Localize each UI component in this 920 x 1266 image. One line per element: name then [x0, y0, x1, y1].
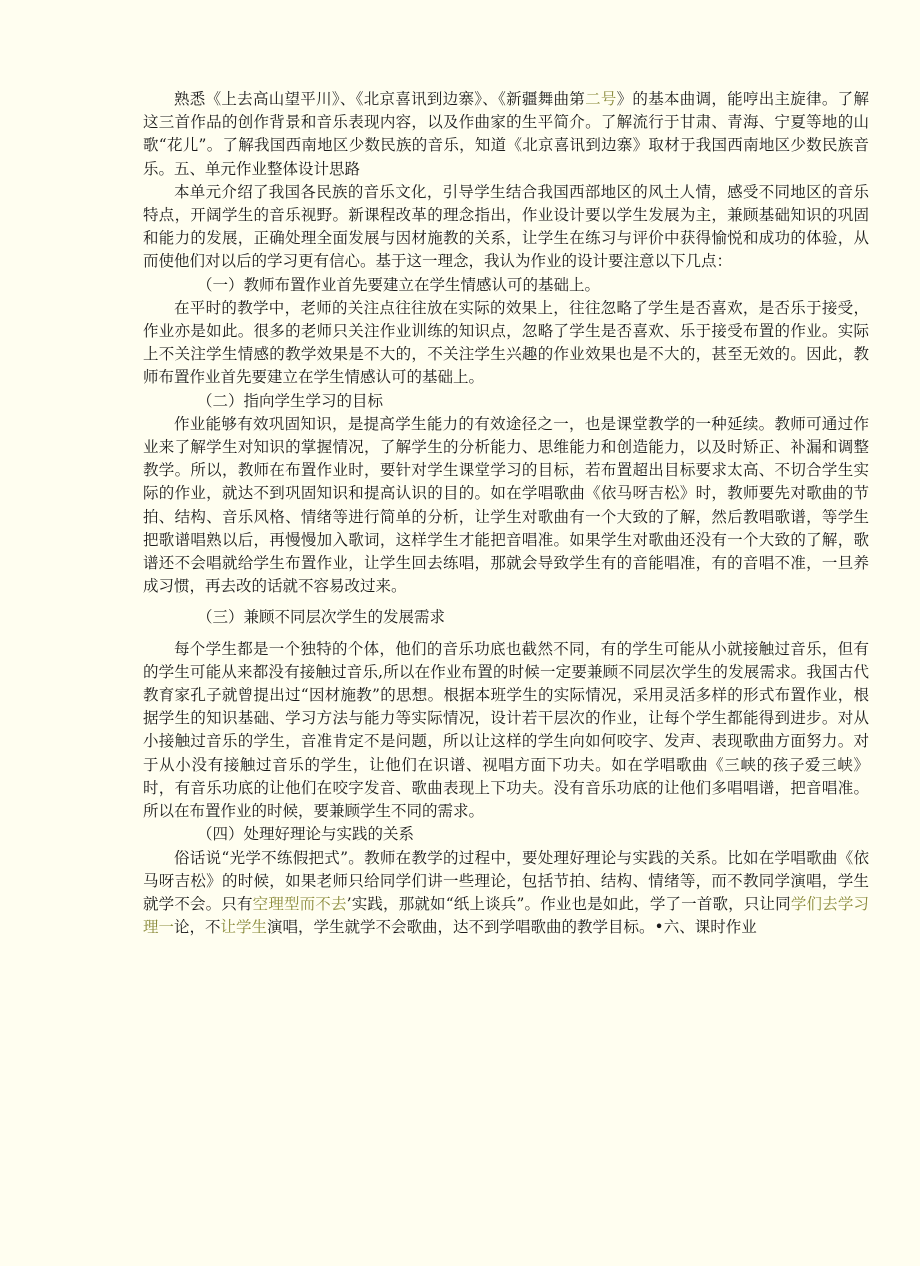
- document-page: [143, 88, 869, 939]
- text-run: 》的基本曲调，能哼出主旋律。了解这三首作品的创作背景和音乐表现内容，以及作曲家的生平简介。了解流行于甘肃、青海、宁夏等地的山歌“花儿”。了解我国西南地区少数民族的音乐，知道《北京喜讯到边寨》取材于我国西南地区少数民族音乐。五、单元作业整体设计思路: [143, 90, 869, 178]
- section-heading-3: （三）兼顾不同层次学生的发展需求: [197, 608, 446, 627]
- section-heading-4: （四）处理好理论与实践的关系: [197, 825, 415, 844]
- highlighted-text: 让学生: [220, 918, 268, 937]
- paragraph-design-ideas: 本单元介绍了我国各民族的音乐文化，引导学生结合我国西部地区的风土人情，感受不同地区的音乐特点，开阔学生的音乐视野。新课程改革的理念指出，作业设计要以学生发展为主，兼顾基础知识的巩固和能力的发展，正确处理全面发展与因材施教的关系，让学生在练习与评价中获得愉悦和成功的体验，从而使他们对以后的学习更有信心。基于这一理念，我认为作业的设计要注意以下几点：: [143, 182, 869, 271]
- paragraph-different-levels: 每个学生都是一个独特的个体，他们的音乐功底也截然不同，有的学生可能从小就接触过音乐，但有的学生可能从来都没有接触过音乐,所以在作业布置的时候一定要兼顾不同层次学生的发展需求。我国古代教育家孔子就曾提出过“因材施教”的思想。根据本班学生的实际情况，采用灵活多样的形式布置作业，根据学生的知识基础、学习方法与能力等实际情况，设计若干层次的作业，让每个学生都能得到进步。对从小接触过音乐的学生，音准肯定不是问题，所以让这样的学生向如何咬字、发声、表现歌曲方面努力。对于从小没有接触过音乐的学生，让他们在识谱、视唱方面下功夫。如在学唱歌曲《三峡的孩子爱三峡》时，有音乐功底的让他们在咬字发音、歌曲表现上下功夫。没有音乐功底的让他们多唱唱谱，把音唱准。所以在布置作业的时候，要兼顾学生不同的需求。: [143, 639, 869, 821]
- section-heading-1: （一）教师布置作业首先要建立在学生情感认可的基础上。: [197, 275, 601, 294]
- text-run: 俗话说“光学不练假把式”。教师在教学的过程中，要处理好理论与实践的关系。比如在学唱歌曲《依马呀吉松》的时候，如果老师只给同学们讲一些理论，包括节拍、结构、情绪等，而不教同学演唱，学生就学不会。只有: [143, 848, 869, 913]
- highlighted-text: 空理型而不去: [252, 894, 347, 913]
- text-run: 熟悉《上去高山望平川》、《北京喜讯到边寨》、《新疆舞曲第: [174, 90, 586, 108]
- section-heading-2: （二）指向学生学习的目标: [197, 391, 384, 410]
- text-run: 演唱，学生就学不会歌曲，达不到学唱歌曲的教学目标。•六、课时作业: [267, 918, 757, 937]
- highlighted-text: 二号: [585, 90, 617, 108]
- paragraph-unit-goals: [143, 88, 869, 181]
- text-run: ’实践，那就如“纸上谈兵”。作业也是如此，学了一首歌，只让同: [346, 894, 791, 913]
- paragraph-emotion-recognition: 在平时的教学中，老师的关注点往往放在实际的效果上，往往忽略了学生是否喜欢，是否乐于接受，作业亦是如此。很多的老师只关注作业训练的知识点，忽略了学生是否喜欢、乐于接受布置的作业。实际上不关注学生情感的教学效果是不大的，不关注学生兴趣的作业效果也是不大的，甚至无效的。因此，教师布置作业首先要建立在学生情感认可的基础上。: [143, 298, 869, 387]
- highlighted-text: 学们去学习理一: [143, 894, 869, 937]
- text-run: 论，不: [174, 918, 221, 937]
- paragraph-learning-goals: 作业能够有效巩固知识，是提高学生能力的有效途径之一，也是课堂教学的一种延续。教师可通过作业来了解学生对知识的掌握情况，了解学生的分析能力、思维能力和创造能力，以及时矫正、补漏和调整教学。所以，教师在布置作业时，要针对学生课堂学习的目标，若布置超出目标要求太高、不切合学生实际的作业，就达不到巩固知识和提高认识的目的。如在学唱歌曲《依马呀吉松》时，教师要先对歌曲的节拍、结构、音乐风格、情绪等进行简单的分析，让学生对歌曲有一个大致的了解，然后教唱歌谱，等学生把歌谱唱熟以后，再慢慢加入歌词，这样学生才能把音唱准。如果学生对歌曲还没有一个大致的了解，歌谱还不会唱就给学生布置作业，让学生回去练唱，那就会导致学生有的音能唱准，有的音唱不准，一旦养成习惯，再去改的话就不容易改过来。: [143, 414, 869, 596]
- paragraph-theory-practice: [143, 847, 869, 940]
